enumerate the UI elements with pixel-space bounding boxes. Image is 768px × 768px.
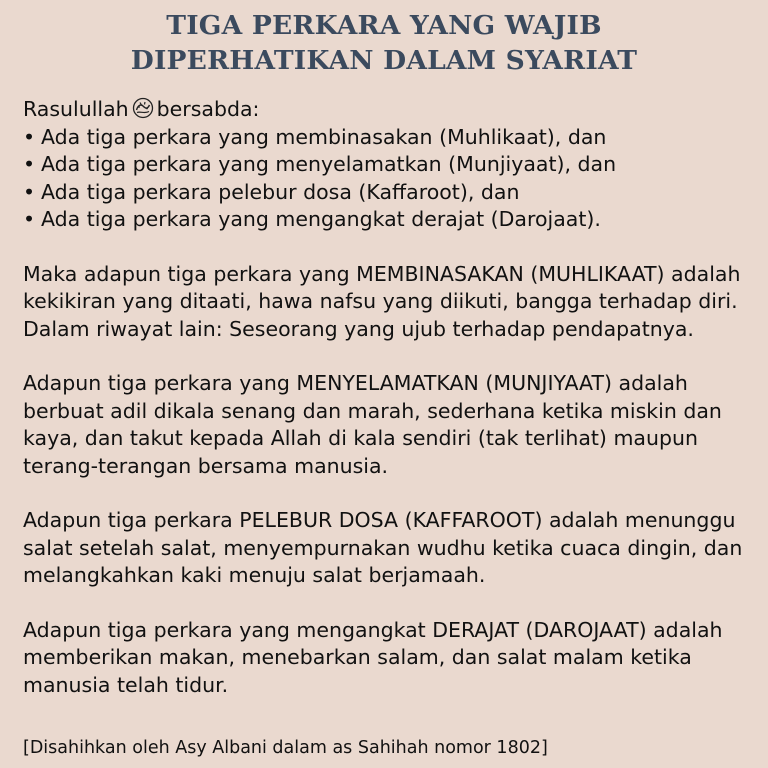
intro-prefix: Rasulullah [23, 97, 129, 121]
bullet-marker: • [23, 152, 36, 176]
paragraph-muhlikaat: Maka adapun tiga perkara yang MEMBINASAKAN (MUHLIKAAT) adalah kekikiran yang ditaati, hawa nafsu yang diikuti, bangga terhadap diri. Dalam riwayat lain: Seseorang yang ujub terhadap pendapatnya. [23, 261, 741, 341]
list-item [23, 124, 753, 152]
paragraph-kaffaroot: Adapun tiga perkara PELEBUR DOSA (KAFFAROOT) adalah menunggu salat setelah salat, menyempurnakan wudhu ketika cuaca dingin, dan melangkahkan kaki menuju salat berjamaah. [23, 508, 743, 587]
title-line-2: DIPERHATIKAN DALAM SYARIAT [130, 45, 638, 76]
list-item [23, 206, 753, 234]
bullet-list [23, 124, 753, 234]
bullet-text: Ada tiga perkara yang mengangkat derajat (Darojaat). [41, 207, 601, 231]
main-content [23, 96, 753, 699]
intro-suffix: bersabda: [156, 97, 260, 121]
bullet-text: Ada tiga perkara pelebur dosa (Kaffaroot), dan [41, 179, 520, 204]
page-title [0, 8, 768, 78]
list-item [23, 151, 753, 179]
bullet-text: Ada tiga perkara yang membinasakan (Muhlikaat), dan [41, 124, 607, 149]
paragraph-darojaat: Adapun tiga perkara yang mengangkat DERAJAT (DAROJAAT) adalah memberikan makan, menebarkan salam, dan salat malam ketika manusia telah tidur. [23, 617, 723, 697]
bullet-marker: • [23, 124, 36, 149]
paragraph-munjiyaat: Adapun tiga perkara yang MENYELAMATKAN (MUNJIYAAT) adalah berbuat adil dikala senang dan marah, sederhana ketika miskin dan kaya, dan takut kepada Allah di kala sendiri (tak terlihat) maupun terang-terangan bersama manusia. [23, 371, 722, 478]
bullet-marker: • [23, 207, 36, 231]
bullet-text: Ada tiga perkara yang menyelamatkan (Munjiyaat), dan [41, 152, 617, 176]
title-line-1: TIGA PERKARA YANG WAJIB [166, 10, 602, 41]
salawat-calligraphy-icon [132, 97, 154, 119]
source-citation: [Disahihkan oleh Asy Albani dalam as Sahihah nomor 1802] [23, 738, 548, 758]
list-item [23, 179, 753, 207]
bullet-marker: • [23, 179, 36, 204]
intro-line [23, 96, 753, 124]
